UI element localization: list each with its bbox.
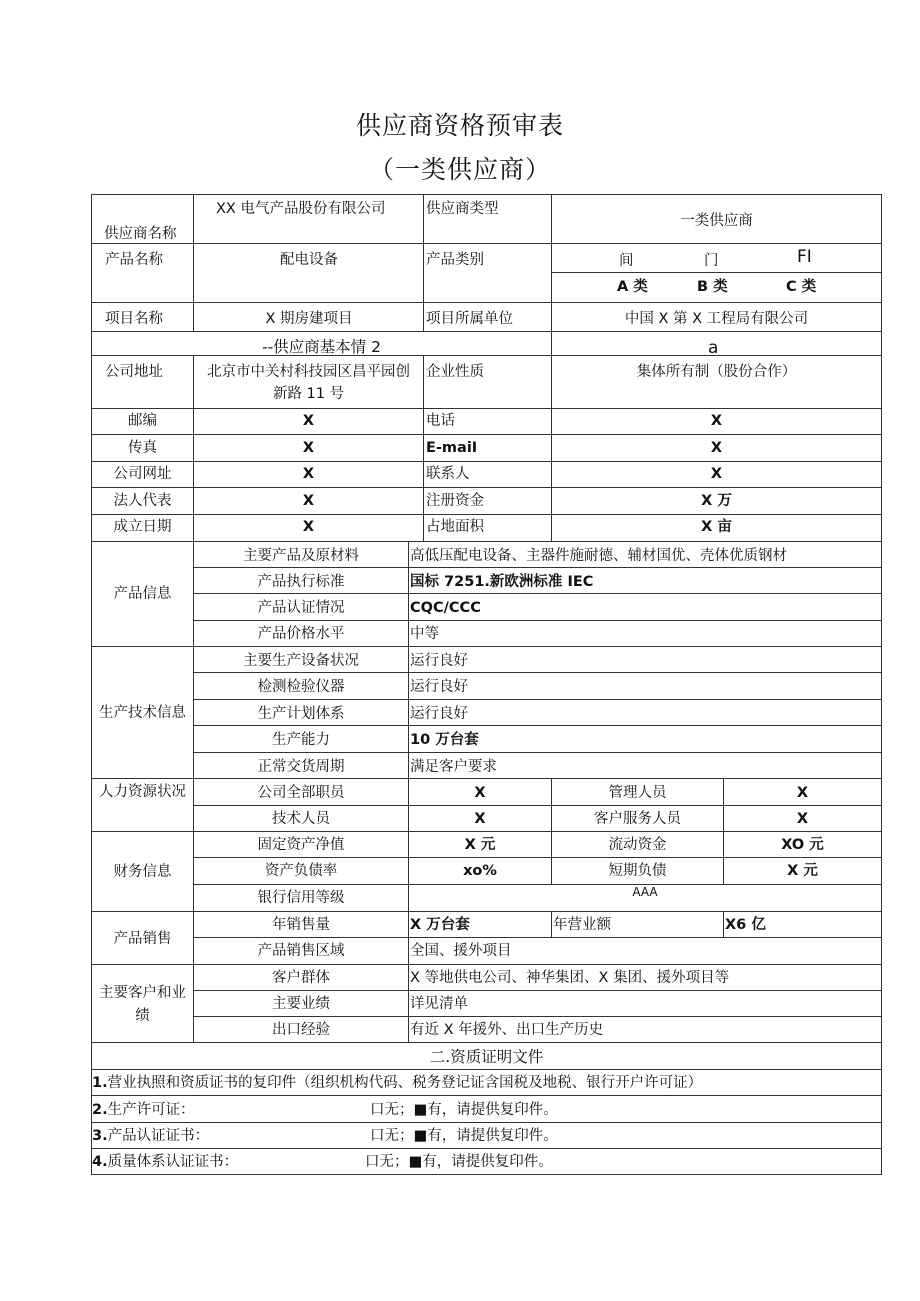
table-rule	[91, 461, 882, 462]
category-mark-2: 门	[704, 253, 719, 269]
production-info-label: 主要生产设备状况	[243, 653, 359, 669]
phone: X	[710, 413, 723, 429]
table-rule	[91, 911, 882, 912]
reg-capital: X 万	[701, 493, 732, 509]
docs-item-number: 3.	[92, 1128, 108, 1144]
land-area-label: 占地面积	[426, 519, 484, 535]
docs-item-number: 1.	[92, 1075, 108, 1091]
annual-revenue-label: 年营业额	[553, 917, 611, 933]
table-rule	[91, 194, 882, 195]
table-rule	[91, 541, 882, 542]
legal-rep-label: 法人代表	[113, 493, 172, 509]
table-rule	[881, 194, 882, 1175]
table-rule	[91, 831, 882, 832]
docs-item-number: 4.	[92, 1154, 108, 1170]
page-subtitle: （一类供应商）	[368, 155, 551, 184]
table-rule	[91, 1148, 882, 1149]
docs-item-text: 营业执照和资质证书的复印件（组织机构代码、税务登记证含国税及地税、银行开户许可证）	[107, 1075, 703, 1091]
product-info-value: 高低压配电设备、主器件施耐德、辅材国优、壳体优质钢材	[410, 548, 787, 564]
mgmt-label: 管理人员	[608, 785, 667, 801]
nature-label: 企业性质	[426, 364, 484, 380]
table-rule	[91, 646, 882, 647]
table-rule	[193, 593, 882, 594]
table-rule	[91, 778, 882, 779]
sales-group: 产品销售	[113, 931, 172, 947]
product-info-label: 产品价格水平	[257, 626, 345, 642]
table-rule	[193, 620, 882, 621]
product-info-value: 国标 7251.新欧洲标准 IEC	[410, 574, 594, 590]
service: X	[796, 811, 809, 827]
category-option-a: A 类	[617, 279, 648, 295]
product-info-value: 中等	[410, 626, 439, 642]
docs-item-text: 生产许可证：	[107, 1102, 195, 1118]
land-area: X 亩	[701, 519, 732, 535]
supplier-type: 一类供应商	[680, 213, 753, 229]
website-label: 公司网址	[113, 466, 172, 482]
table-rule	[91, 1069, 882, 1070]
nature: 集体所有制（股份合作）	[636, 364, 797, 380]
docs-item-text: 质量体系认证证书：	[107, 1154, 239, 1170]
production-info-value: 满足客户要求	[410, 759, 497, 775]
production-info-label: 生产能力	[272, 732, 330, 748]
address-line1: 北京市中关村科技园区昌平园创	[207, 364, 410, 380]
page-title: 供应商资格预审表	[355, 111, 564, 140]
section-basic-extra: a	[708, 338, 719, 358]
sales-region: 全国、援外项目	[410, 943, 512, 959]
table-rule	[91, 1174, 882, 1175]
table-rule	[91, 243, 882, 244]
project-unit-label: 项目所属单位	[426, 311, 513, 327]
annual-volume: X 万台套	[410, 917, 470, 933]
email-label: E-maiI	[426, 440, 478, 456]
docs-item-value: 口无；■有，请提供复印件。	[370, 1128, 558, 1144]
customers-value: X 等地供电公司、神华集团、X 集团、援外项目等	[410, 970, 730, 986]
table-rule	[193, 937, 882, 938]
debt-ratio: xo%	[463, 863, 497, 879]
fax-label: 传真	[128, 440, 157, 456]
docs-item-label	[92, 1128, 209, 1145]
production-info-value: 运行良好	[410, 679, 468, 695]
legal-rep: X	[302, 493, 315, 509]
address-line2: 新路 11 号	[272, 386, 345, 402]
project-unit: 中国 X 第 X 工程局有限公司	[624, 311, 809, 327]
founded-label: 成立日期	[113, 519, 172, 535]
fixed-assets: X 元	[464, 837, 496, 853]
working-capital: XO 元	[781, 837, 824, 853]
project-name-label: 项目名称	[105, 311, 163, 327]
debt-ratio-label: 资产负债率	[264, 863, 338, 879]
contact-label: 联系人	[426, 466, 470, 482]
table-rule	[91, 408, 882, 409]
postcode-label: 邮编	[128, 413, 157, 429]
section-basic-title: --供应商基本情 2	[262, 338, 381, 356]
postcode: X	[302, 413, 315, 429]
table-rule	[193, 672, 882, 673]
table-rule	[91, 302, 882, 303]
product-name-label: 产品名称	[105, 252, 163, 268]
hr-group: 人力资源状况	[99, 784, 186, 800]
docs-item-value: 口无；■有，请提供复印件。	[365, 1154, 553, 1170]
credit: AAA	[632, 885, 658, 899]
table-rule	[91, 964, 882, 965]
production-info-value: 运行良好	[410, 653, 468, 669]
finance-group: 财务信息	[113, 864, 172, 880]
section-docs-title: 二.资质证明文件	[429, 1048, 544, 1066]
product-info-label: 产品认证情况	[257, 600, 345, 616]
table-rule	[551, 272, 882, 273]
product-info-group: 产品信息	[113, 586, 172, 602]
category-option-b: B 类	[697, 279, 728, 295]
table-rule	[193, 725, 882, 726]
address-label: 公司地址	[105, 364, 163, 380]
short-debt: X 元	[787, 863, 818, 879]
annual-volume-label: 年销售量	[272, 917, 330, 933]
docs-item-label	[92, 1154, 238, 1171]
email: X	[710, 440, 723, 456]
table-rule	[723, 911, 724, 938]
product-info-label: 主要产品及原材料	[243, 548, 359, 564]
table-rule	[193, 752, 882, 753]
table-rule	[91, 1095, 882, 1096]
tech-label: 技术人员	[272, 811, 330, 827]
docs-item-text: 产品认证证书：	[107, 1128, 210, 1144]
table-rule	[193, 1016, 882, 1017]
table-rule	[193, 805, 882, 806]
fax: X	[302, 440, 315, 456]
table-rule	[91, 487, 882, 488]
fixed-assets-label: 固定资产净值	[257, 837, 345, 853]
all-staff-label: 公司全部职员	[257, 785, 345, 801]
table-rule	[91, 514, 882, 515]
table-rule	[91, 434, 882, 435]
product-info-value: CQC/CCC	[410, 600, 481, 616]
supplier-name-label: 供应商名称	[104, 226, 177, 242]
phone-label: 电话	[426, 413, 455, 429]
customers-label: 主要业绩	[272, 996, 330, 1012]
project-name: X 期房建项目	[265, 311, 353, 327]
table-rule	[193, 857, 882, 858]
production-info-label: 生产计划体系	[257, 706, 345, 722]
customers-label: 客户群体	[272, 970, 330, 986]
supplier-name: XX 电气产品股份有限公司	[216, 201, 386, 217]
docs-item-label	[92, 1075, 702, 1092]
production-info-value: 运行良好	[410, 706, 468, 722]
customers-value: 详见清单	[410, 996, 468, 1012]
table-rule	[551, 911, 552, 938]
product-name: 配电设备	[280, 252, 338, 268]
tech: X	[474, 811, 486, 827]
category-mark-1: 间	[619, 253, 634, 269]
production-info-group: 生产技术信息	[99, 705, 186, 721]
customers-group-line1: 主要客户和业	[99, 985, 186, 1001]
customers-label: 出口经验	[272, 1022, 330, 1038]
table-rule	[193, 194, 194, 332]
production-info-value: 10 万台套	[410, 732, 479, 748]
docs-item-value: 口无；■有，请提供复印件。	[370, 1102, 558, 1118]
sales-region-label: 产品销售区域	[257, 943, 345, 959]
service-label: 客户服务人员	[594, 811, 681, 827]
all-staff: X	[474, 785, 486, 801]
table-rule	[193, 567, 882, 568]
table-rule	[91, 1042, 882, 1043]
working-capital-label: 流动资金	[608, 837, 667, 853]
production-info-label: 正常交货周期	[257, 759, 345, 775]
category-mark-3: FI	[797, 247, 812, 267]
docs-item-number: 2.	[92, 1102, 108, 1118]
docs-item-label	[92, 1102, 195, 1119]
contact: X	[710, 466, 723, 482]
reg-capital-label: 注册资金	[426, 493, 484, 509]
founded: X	[302, 519, 315, 535]
table-rule	[91, 331, 882, 332]
table-rule	[193, 990, 882, 991]
product-category-label: 产品类别	[426, 252, 484, 268]
production-info-label: 检测检验仪器	[257, 679, 345, 695]
table-rule	[193, 699, 882, 700]
annual-revenue: X6 亿	[725, 917, 766, 933]
short-debt-label: 短期负债	[608, 863, 667, 879]
table-rule	[91, 1122, 882, 1123]
customers-group-line2: 绩	[135, 1008, 150, 1024]
mgmt: X	[796, 785, 809, 801]
website: X	[302, 466, 315, 482]
supplier-type-label: 供应商类型	[426, 201, 499, 217]
category-option-c: C 类	[786, 279, 817, 295]
credit-label: 银行信用等级	[257, 890, 345, 906]
product-info-label: 产品执行标准	[257, 574, 345, 590]
table-rule	[423, 194, 424, 332]
customers-value: 有近 X 年援外、出口生产历史	[410, 1022, 604, 1038]
